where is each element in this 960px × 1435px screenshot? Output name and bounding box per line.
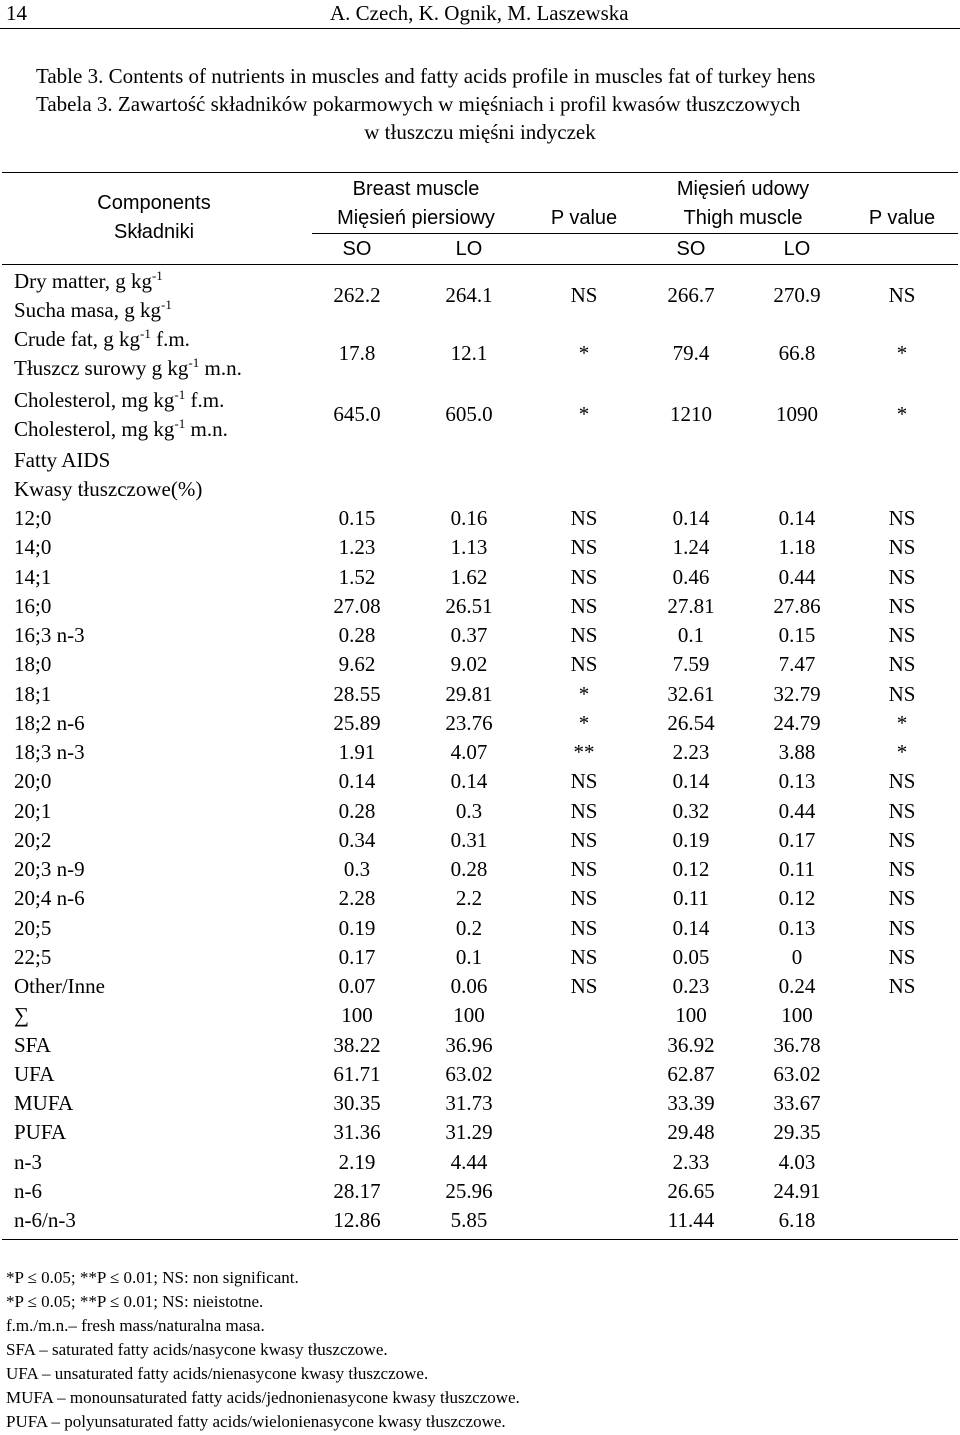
value-lo-breast: 26.51 — [445, 594, 493, 618]
value-so-thigh: 26.54 — [667, 711, 715, 735]
fatty-acid-label: 14;0 — [14, 535, 52, 559]
value-lo-breast: 63.02 — [445, 1062, 493, 1086]
header-so-thigh: SO — [676, 238, 706, 260]
value-so-thigh: 1210 — [670, 402, 712, 426]
value-so-thigh: 79.4 — [672, 341, 710, 365]
value-p-breast: * — [578, 711, 590, 735]
label-text: Sucha masa, g kg — [14, 298, 161, 322]
value-so-breast: 645.0 — [333, 402, 381, 426]
label-text: Tłuszcz surowy g kg — [14, 356, 189, 380]
value-so-breast: 1.52 — [338, 565, 376, 589]
value-lo-breast: 29.81 — [445, 682, 493, 706]
value-lo-breast: 31.73 — [445, 1091, 493, 1115]
value-lo-breast: 0.31 — [450, 828, 488, 852]
value-so-breast: 0.28 — [338, 623, 376, 647]
value-p-breast: NS — [570, 974, 598, 998]
label-superscript: -1 — [160, 297, 172, 312]
footnote-ufa: UFA – unsaturated fatty acids/nienasycone kwasy tłuszczowe. — [6, 1364, 429, 1383]
value-p-thigh: * — [896, 740, 908, 764]
value-lo-breast: 100 — [453, 1003, 485, 1027]
value-so-thigh: 0.14 — [672, 916, 710, 940]
label-text: Cholesterol, mg kg — [14, 388, 175, 412]
value-so-thigh: 33.39 — [667, 1091, 715, 1115]
value-lo-breast: 12.1 — [450, 341, 488, 365]
value-so-breast: 25.89 — [333, 711, 381, 735]
nutrient-label-en — [14, 268, 163, 294]
header-thigh-pl: Mięsień udowy — [676, 178, 810, 200]
value-lo-breast: 0.16 — [450, 506, 488, 530]
label-tail: m.n. — [185, 417, 228, 441]
value-lo-thigh: 0.11 — [779, 857, 815, 881]
fatty-acids-heading-en: Fatty AIDS — [14, 448, 111, 472]
fatty-acid-label: ∑ — [14, 1003, 29, 1027]
label-tail: f.m. — [185, 388, 225, 412]
value-so-breast: 31.36 — [333, 1120, 381, 1144]
fatty-acid-label: 18;1 — [14, 682, 52, 706]
value-p-breast: NS — [570, 623, 598, 647]
value-lo-breast: 264.1 — [445, 283, 493, 307]
value-lo-thigh: 6.18 — [778, 1208, 816, 1232]
header-thigh-en: Thigh muscle — [683, 207, 803, 229]
value-so-breast: 0.14 — [338, 769, 376, 793]
value-p-breast: NS — [570, 594, 598, 618]
value-so-breast: 1.23 — [338, 535, 376, 559]
value-lo-thigh: 1090 — [776, 402, 818, 426]
table-top-rule — [2, 172, 958, 173]
value-p-breast: NS — [570, 535, 598, 559]
fatty-acid-label: 18;2 n-6 — [14, 711, 85, 735]
value-lo-thigh: 29.35 — [773, 1120, 821, 1144]
table-bottom-rule — [2, 1239, 958, 1240]
value-so-thigh: 0.32 — [672, 799, 710, 823]
value-lo-breast: 9.02 — [450, 652, 488, 676]
value-p-breast: NS — [570, 857, 598, 881]
value-p-breast: NS — [570, 799, 598, 823]
value-so-breast: 61.71 — [333, 1062, 381, 1086]
fatty-acid-label: 20;2 — [14, 828, 52, 852]
value-p-thigh: NS — [888, 945, 916, 969]
header-lo-breast: LO — [455, 238, 483, 260]
label-superscript: -1 — [188, 355, 200, 370]
value-lo-breast: 4.07 — [450, 740, 488, 764]
footnote-mufa: MUFA – monounsaturated fatty acids/jednonienasycone kwasy tłuszczowe. — [6, 1388, 520, 1407]
value-p-thigh: * — [896, 341, 908, 365]
value-so-breast: 27.08 — [333, 594, 381, 618]
value-lo-thigh: 3.88 — [778, 740, 816, 764]
page-header — [0, 0, 960, 29]
header-components-pl: Składniki — [113, 221, 195, 243]
value-so-breast: 30.35 — [333, 1091, 381, 1115]
value-so-thigh: 7.59 — [672, 652, 710, 676]
caption-line-polish: Tabela 3. Zawartość składników pokarmowych w mięśniach i profil kwasów tłuszczowych — [36, 92, 801, 116]
nutrient-label-en — [14, 387, 224, 413]
value-so-thigh: 0.46 — [672, 565, 710, 589]
fatty-acid-label: MUFA — [14, 1091, 74, 1115]
value-lo-breast: 605.0 — [445, 402, 493, 426]
value-so-thigh: 1.24 — [672, 535, 710, 559]
value-p-breast: * — [578, 402, 590, 426]
label-text: Dry matter, g kg — [14, 269, 152, 293]
fatty-acid-label: 14;1 — [14, 565, 52, 589]
footnote-significance-pl: *P ≤ 0.05; **P ≤ 0.01; NS: nieistotne. — [6, 1292, 264, 1311]
label-tail: m.n. — [199, 356, 242, 380]
value-so-thigh: 32.61 — [667, 682, 715, 706]
value-lo-breast: 2.2 — [455, 886, 483, 910]
value-so-thigh: 0.11 — [673, 886, 709, 910]
fatty-acids-heading-pl: Kwasy tłuszczowe(%) — [14, 477, 203, 501]
value-so-breast: 1.91 — [338, 740, 376, 764]
value-so-thigh: 2.33 — [672, 1150, 710, 1174]
value-so-breast: 0.15 — [338, 506, 376, 530]
value-so-thigh: 0.14 — [672, 769, 710, 793]
value-p-breast: NS — [570, 652, 598, 676]
footnote-sfa: SFA – saturated fatty acids/nasycone kwasy tłuszczowe. — [6, 1340, 388, 1359]
value-so-thigh: 266.7 — [667, 283, 715, 307]
value-p-thigh: NS — [888, 886, 916, 910]
value-so-breast: 0.28 — [338, 799, 376, 823]
nutrient-label-pl — [14, 297, 172, 323]
value-p-thigh: NS — [888, 799, 916, 823]
value-lo-breast: 0.1 — [455, 945, 483, 969]
value-lo-thigh: 4.03 — [778, 1150, 816, 1174]
value-lo-thigh: 36.78 — [773, 1033, 821, 1057]
value-p-breast: NS — [570, 886, 598, 910]
value-lo-thigh: 7.47 — [778, 652, 816, 676]
value-so-thigh: 62.87 — [667, 1062, 715, 1086]
value-so-thigh: 27.81 — [667, 594, 715, 618]
header-lo-thigh: LO — [783, 238, 811, 260]
fatty-acid-label: n-6/n-3 — [14, 1208, 76, 1232]
value-lo-breast: 1.13 — [450, 535, 488, 559]
value-lo-thigh: 0.14 — [778, 506, 816, 530]
value-p-thigh: NS — [888, 769, 916, 793]
value-p-breast: NS — [570, 565, 598, 589]
fatty-acid-label: 20;4 n-6 — [14, 886, 85, 910]
value-lo-thigh: 27.86 — [773, 594, 821, 618]
value-lo-thigh: 0.13 — [778, 769, 816, 793]
label-superscript: -1 — [139, 326, 151, 341]
fatty-acid-label: 20;1 — [14, 799, 52, 823]
value-lo-breast: 4.44 — [450, 1150, 488, 1174]
value-so-breast: 17.8 — [338, 341, 376, 365]
value-p-breast: NS — [570, 769, 598, 793]
fatty-acid-label: n-3 — [14, 1150, 42, 1174]
value-lo-thigh: 100 — [781, 1003, 813, 1027]
value-lo-thigh: 24.79 — [773, 711, 821, 735]
value-p-breast: * — [578, 682, 590, 706]
value-so-breast: 100 — [341, 1003, 373, 1027]
value-so-thigh: 29.48 — [667, 1120, 715, 1144]
value-so-thigh: 0.05 — [672, 945, 710, 969]
nutrient-label-en — [14, 326, 190, 352]
value-p-thigh: NS — [888, 857, 916, 881]
value-so-thigh: 26.65 — [667, 1179, 715, 1203]
label-tail: f.m. — [150, 327, 190, 351]
value-lo-thigh: 0.15 — [778, 623, 816, 647]
value-lo-breast: 1.62 — [450, 565, 488, 589]
value-p-thigh: NS — [888, 828, 916, 852]
value-so-thigh: 0.1 — [677, 623, 705, 647]
fatty-acid-label: 20;0 — [14, 769, 52, 793]
fatty-acid-label: 16;0 — [14, 594, 52, 618]
value-p-thigh: NS — [888, 565, 916, 589]
value-p-breast: * — [578, 341, 590, 365]
fatty-acid-label: 18;0 — [14, 652, 52, 676]
header-breast-en: Breast muscle — [352, 178, 480, 200]
nutrient-label-pl — [14, 416, 228, 442]
value-lo-thigh: 0.44 — [778, 799, 816, 823]
value-so-breast: 12.86 — [333, 1208, 381, 1232]
value-so-breast: 0.34 — [338, 828, 376, 852]
value-p-thigh: NS — [888, 535, 916, 559]
header-p-value-breast: P value — [550, 207, 618, 229]
value-p-thigh: NS — [888, 623, 916, 647]
label-text: Cholesterol, mg kg — [14, 417, 175, 441]
value-p-thigh: * — [896, 711, 908, 735]
value-so-thigh: 0.19 — [672, 828, 710, 852]
value-so-breast: 0.07 — [338, 974, 376, 998]
value-p-thigh: * — [896, 402, 908, 426]
value-p-breast: NS — [570, 506, 598, 530]
value-lo-breast: 31.29 — [445, 1120, 493, 1144]
value-p-breast: ** — [573, 740, 595, 764]
value-lo-thigh: 63.02 — [773, 1062, 821, 1086]
value-so-breast: 2.28 — [338, 886, 376, 910]
value-p-breast: NS — [570, 828, 598, 852]
value-lo-breast: 0.37 — [450, 623, 488, 647]
label-superscript: -1 — [174, 416, 186, 431]
value-lo-breast: 0.14 — [450, 769, 488, 793]
value-lo-thigh: 33.67 — [773, 1091, 821, 1115]
fatty-acid-label: n-6 — [14, 1179, 42, 1203]
fatty-acid-label: 16;3 n-3 — [14, 623, 85, 647]
footnote-pufa: PUFA – polyunsaturated fatty acids/wielonienasycone kwasy tłuszczowe. — [6, 1412, 506, 1431]
value-p-thigh: NS — [888, 283, 916, 307]
value-lo-breast: 25.96 — [445, 1179, 493, 1203]
value-lo-thigh: 32.79 — [773, 682, 821, 706]
value-lo-thigh: 0.12 — [778, 886, 816, 910]
value-p-thigh: NS — [888, 652, 916, 676]
value-lo-breast: 0.28 — [450, 857, 488, 881]
value-lo-thigh: 24.91 — [773, 1179, 821, 1203]
value-lo-breast: 0.06 — [450, 974, 488, 998]
label-superscript: -1 — [151, 268, 163, 283]
value-p-thigh: NS — [888, 594, 916, 618]
fatty-acid-label: PUFA — [14, 1120, 67, 1144]
label-superscript: -1 — [174, 387, 186, 402]
value-p-breast: NS — [570, 283, 598, 307]
value-p-thigh: NS — [888, 916, 916, 940]
value-so-breast: 0.17 — [338, 945, 376, 969]
caption-line-polish-cont: w tłuszczu mięśni indyczek — [364, 120, 596, 144]
caption-line-english: Table 3. Contents of nutrients in muscles and fatty acids profile in muscles fat of turkey hens — [36, 64, 816, 88]
value-so-thigh: 11.44 — [667, 1208, 715, 1232]
value-so-breast: 262.2 — [333, 283, 381, 307]
fatty-acid-label: 12;0 — [14, 506, 52, 530]
header-p-value-thigh: P value — [868, 207, 936, 229]
value-p-breast: NS — [570, 945, 598, 969]
fatty-acid-label: 22;5 — [14, 945, 52, 969]
value-lo-thigh: 0.13 — [778, 916, 816, 940]
value-so-breast: 38.22 — [333, 1033, 381, 1057]
value-so-thigh: 2.23 — [672, 740, 710, 764]
fatty-acid-label: SFA — [14, 1033, 51, 1057]
fatty-acid-label: 20;3 n-9 — [14, 857, 85, 881]
value-so-thigh: 0.12 — [672, 857, 710, 881]
header-breast-pl: Mięsień piersiowy — [337, 207, 495, 229]
value-lo-breast: 0.2 — [455, 916, 483, 940]
value-lo-thigh: 66.8 — [778, 341, 816, 365]
value-so-breast: 2.19 — [338, 1150, 376, 1174]
value-lo-thigh: 0 — [791, 945, 803, 969]
value-so-breast: 28.17 — [333, 1179, 381, 1203]
value-p-thigh: NS — [888, 974, 916, 998]
value-so-breast: 0.3 — [343, 857, 371, 881]
value-lo-breast: 0.3 — [455, 799, 483, 823]
header-so-breast: SO — [342, 238, 372, 260]
footnotes — [6, 1266, 520, 1434]
value-lo-breast: 5.85 — [450, 1208, 488, 1232]
value-lo-breast: 36.96 — [445, 1033, 493, 1057]
page-number: 14 — [6, 1, 27, 25]
label-text: Crude fat, g kg — [14, 327, 140, 351]
value-so-breast: 28.55 — [333, 682, 381, 706]
value-so-thigh: 36.92 — [667, 1033, 715, 1057]
value-so-thigh: 0.14 — [672, 506, 710, 530]
value-p-breast: NS — [570, 916, 598, 940]
value-lo-thigh: 270.9 — [773, 283, 821, 307]
footnote-significance-en: *P ≤ 0.05; **P ≤ 0.01; NS: non significant. — [6, 1268, 299, 1287]
fatty-acid-label: Other/Inne — [14, 974, 105, 998]
value-lo-thigh: 0.24 — [778, 974, 816, 998]
value-so-thigh: 100 — [675, 1003, 707, 1027]
footnote-fresh-mass: f.m./m.n.– fresh mass/naturalna masa. — [6, 1316, 265, 1335]
value-so-breast: 9.62 — [338, 652, 376, 676]
header-components-en: Components — [97, 192, 211, 214]
value-p-thigh: NS — [888, 682, 916, 706]
value-p-thigh: NS — [888, 506, 916, 530]
table-header-rule — [2, 264, 958, 265]
fatty-acid-label: 18;3 n-3 — [14, 740, 85, 764]
value-lo-thigh: 0.17 — [778, 828, 816, 852]
value-so-thigh: 0.23 — [672, 974, 710, 998]
value-lo-thigh: 0.44 — [778, 565, 816, 589]
value-lo-thigh: 1.18 — [778, 535, 816, 559]
value-so-breast: 0.19 — [338, 916, 376, 940]
fatty-acid-label: UFA — [14, 1062, 55, 1086]
nutrient-label-pl — [14, 355, 242, 381]
value-lo-breast: 23.76 — [445, 711, 493, 735]
table-subheader-rule — [312, 233, 958, 234]
running-head: A. Czech, K. Ognik, M. Laszewska — [330, 1, 629, 25]
fatty-acid-label: 20;5 — [14, 916, 52, 940]
